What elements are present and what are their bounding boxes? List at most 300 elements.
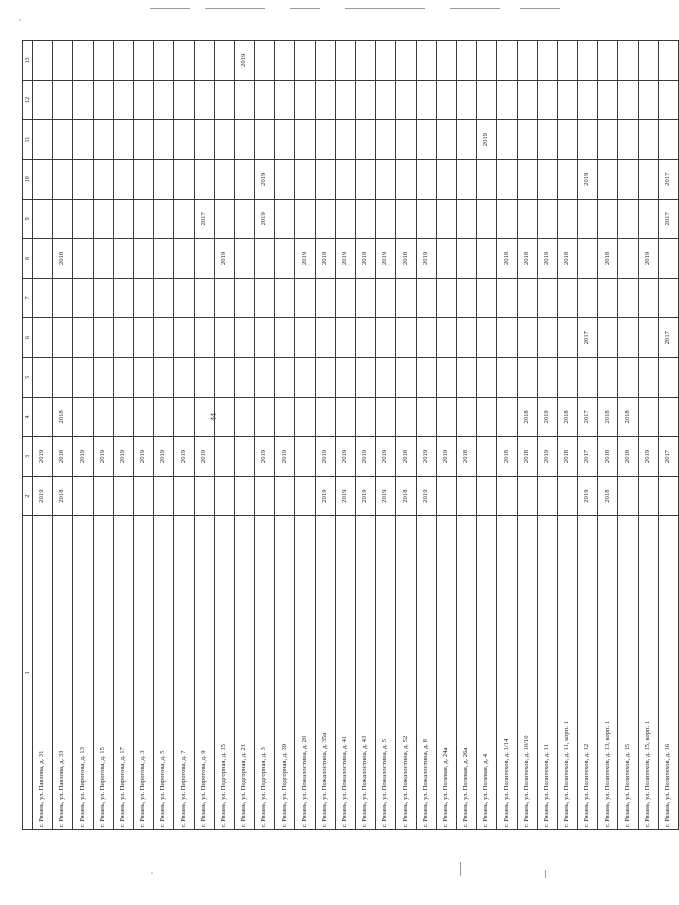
year-cell xyxy=(658,41,678,81)
address-cell: г. Рязань, ул. Полевая, д. 4 xyxy=(477,516,497,830)
address-cell: г. Рязань, ул. Пожалостина, д. 43 xyxy=(356,516,376,830)
year-cell xyxy=(396,120,416,160)
year-cell xyxy=(416,199,436,239)
table-row xyxy=(396,41,416,830)
address-cell: г. Рязань, ул. Политехов, д. 15 xyxy=(618,516,638,830)
column-header: 8 xyxy=(23,239,33,279)
year-cell xyxy=(315,318,335,358)
column-header: 1 xyxy=(23,516,33,830)
table-row xyxy=(638,41,658,830)
year-cell: 2019 xyxy=(315,239,335,279)
page-number: 44 xyxy=(209,413,218,421)
year-cell xyxy=(93,318,113,358)
address-cell: г. Рязань, ул. Пирогова, д. 13 xyxy=(73,516,93,830)
year-cell xyxy=(335,41,355,81)
year-cell: 2019 xyxy=(113,437,133,477)
year-cell xyxy=(174,476,194,516)
year-cell xyxy=(436,120,456,160)
year-cell xyxy=(154,159,174,199)
year-cell xyxy=(497,278,517,318)
year-cell xyxy=(295,357,315,397)
year-cell xyxy=(315,199,335,239)
year-cell xyxy=(537,199,557,239)
year-cell xyxy=(598,318,618,358)
year-cell xyxy=(174,80,194,120)
year-cell xyxy=(618,318,638,358)
year-cell xyxy=(93,239,113,279)
year-cell: 2018 xyxy=(557,239,577,279)
year-cell xyxy=(456,159,476,199)
year-cell xyxy=(33,278,53,318)
year-cell xyxy=(53,199,73,239)
year-cell xyxy=(497,318,517,358)
table-row xyxy=(517,41,537,830)
year-cell xyxy=(618,278,638,318)
year-cell xyxy=(517,120,537,160)
year-cell xyxy=(234,318,254,358)
year-cell xyxy=(456,120,476,160)
year-cell xyxy=(214,159,234,199)
table-row xyxy=(255,41,275,830)
table-row xyxy=(356,41,376,830)
year-cell xyxy=(638,159,658,199)
address-cell: г. Рязань, ул. Пирогова, д. 9 xyxy=(194,516,214,830)
table-row xyxy=(275,41,295,830)
year-cell xyxy=(456,278,476,318)
year-cell xyxy=(113,476,133,516)
year-cell xyxy=(557,357,577,397)
year-cell xyxy=(295,397,315,437)
year-cell xyxy=(73,239,93,279)
year-cell xyxy=(356,397,376,437)
year-cell xyxy=(194,239,214,279)
address-cell: г. Рязань, ул. Политехов, д. 15, корп. 1 xyxy=(638,516,658,830)
year-cell xyxy=(33,120,53,160)
year-cell xyxy=(517,357,537,397)
year-cell: 2018 xyxy=(517,397,537,437)
year-cell xyxy=(93,159,113,199)
year-cell: 2017 xyxy=(658,437,678,477)
year-cell xyxy=(73,318,93,358)
year-cell xyxy=(73,80,93,120)
year-cell xyxy=(456,476,476,516)
year-cell xyxy=(154,357,174,397)
year-cell xyxy=(93,80,113,120)
table-row xyxy=(93,41,113,830)
year-cell xyxy=(396,159,416,199)
year-cell xyxy=(295,199,315,239)
year-cell: 2017 xyxy=(658,318,678,358)
year-cell xyxy=(234,199,254,239)
year-cell xyxy=(154,239,174,279)
year-cell xyxy=(356,41,376,81)
table-row xyxy=(497,41,517,830)
address-cell: г. Рязань, ул. Политехов, д. 1/14 xyxy=(497,516,517,830)
year-cell xyxy=(113,120,133,160)
year-cell xyxy=(133,278,153,318)
year-cell xyxy=(618,80,638,120)
year-cell xyxy=(33,318,53,358)
year-cell: 2019 xyxy=(33,437,53,477)
year-cell xyxy=(497,397,517,437)
year-cell xyxy=(557,159,577,199)
year-cell xyxy=(598,120,618,160)
year-cell xyxy=(396,397,416,437)
year-cell xyxy=(335,318,355,358)
year-cell xyxy=(376,397,396,437)
year-cell xyxy=(537,357,557,397)
year-cell xyxy=(33,199,53,239)
table-row xyxy=(537,41,557,830)
year-cell xyxy=(436,397,456,437)
year-cell xyxy=(436,239,456,279)
year-cell xyxy=(335,397,355,437)
year-cell xyxy=(295,318,315,358)
year-cell xyxy=(477,318,497,358)
table-row xyxy=(416,41,436,830)
table-row xyxy=(436,41,456,830)
year-cell xyxy=(638,476,658,516)
year-cell: 2018 xyxy=(517,437,537,477)
year-cell xyxy=(376,278,396,318)
year-cell xyxy=(557,80,577,120)
year-cell xyxy=(33,239,53,279)
year-cell: 2019 xyxy=(335,476,355,516)
year-cell: 2019 xyxy=(376,476,396,516)
year-cell xyxy=(335,159,355,199)
year-cell xyxy=(73,278,93,318)
year-cell xyxy=(234,239,254,279)
year-cell xyxy=(73,159,93,199)
year-cell xyxy=(275,41,295,81)
table-row xyxy=(33,41,53,830)
year-cell xyxy=(416,397,436,437)
year-cell xyxy=(578,278,598,318)
year-cell xyxy=(154,120,174,160)
year-cell xyxy=(93,199,113,239)
year-cell xyxy=(517,80,537,120)
year-cell xyxy=(517,476,537,516)
address-cell: г. Рязань, ул. Павлова, д. 31 xyxy=(33,516,53,830)
year-cell xyxy=(113,41,133,81)
column-header: 6 xyxy=(23,318,33,358)
year-cell xyxy=(477,397,497,437)
year-cell xyxy=(517,278,537,318)
address-cell: г. Рязань, ул. Пирогова, д. 7 xyxy=(174,516,194,830)
year-cell xyxy=(436,199,456,239)
year-cell xyxy=(618,120,638,160)
year-cell xyxy=(174,120,194,160)
year-cell xyxy=(658,278,678,318)
year-cell xyxy=(416,278,436,318)
year-cell xyxy=(255,80,275,120)
year-cell xyxy=(658,397,678,437)
year-cell xyxy=(315,397,335,437)
year-cell xyxy=(255,476,275,516)
year-cell xyxy=(557,278,577,318)
year-cell xyxy=(113,80,133,120)
year-cell: 2019 xyxy=(537,437,557,477)
year-cell xyxy=(578,120,598,160)
column-header: 2 xyxy=(23,476,33,516)
year-cell xyxy=(477,278,497,318)
year-cell: 2019 xyxy=(255,159,275,199)
year-cell xyxy=(638,199,658,239)
table-row xyxy=(376,41,396,830)
table-row xyxy=(113,41,133,830)
year-cell: 2019 xyxy=(93,437,113,477)
year-cell xyxy=(335,199,355,239)
year-cell xyxy=(113,239,133,279)
year-cell xyxy=(618,41,638,81)
year-cell xyxy=(133,199,153,239)
year-cell xyxy=(93,397,113,437)
year-cell xyxy=(537,159,557,199)
address-cell: г. Рязань, ул. Политехов, д. 10/10 xyxy=(517,516,537,830)
address-cell: г. Рязань, ул. Пожалостина, д. 35а xyxy=(315,516,335,830)
year-cell xyxy=(275,80,295,120)
year-cell xyxy=(73,199,93,239)
year-cell xyxy=(53,318,73,358)
year-cell: 2018 xyxy=(598,476,618,516)
year-cell: 2018 xyxy=(557,397,577,437)
year-cell xyxy=(456,199,476,239)
year-cell xyxy=(557,476,577,516)
year-cell xyxy=(154,318,174,358)
year-cell xyxy=(214,80,234,120)
table-row xyxy=(133,41,153,830)
year-cell: 2019 xyxy=(133,437,153,477)
year-cell xyxy=(275,357,295,397)
year-cell: 2017 xyxy=(658,199,678,239)
year-cell xyxy=(618,199,638,239)
year-cell xyxy=(154,397,174,437)
year-cell xyxy=(133,397,153,437)
year-cell: 2017 xyxy=(578,437,598,477)
table-row xyxy=(557,41,577,830)
year-cell xyxy=(638,80,658,120)
year-cell xyxy=(214,120,234,160)
year-cell xyxy=(234,476,254,516)
year-cell xyxy=(255,239,275,279)
year-cell xyxy=(113,397,133,437)
year-cell xyxy=(537,476,557,516)
year-cell xyxy=(73,41,93,81)
table-row xyxy=(578,41,598,830)
year-cell: 2019 xyxy=(33,476,53,516)
year-cell xyxy=(174,199,194,239)
year-cell xyxy=(618,476,638,516)
year-cell xyxy=(194,318,214,358)
year-cell xyxy=(356,318,376,358)
year-cell: 2017 xyxy=(578,318,598,358)
year-cell: 2019 xyxy=(376,437,396,477)
year-cell xyxy=(53,80,73,120)
table-row xyxy=(295,41,315,830)
year-cell xyxy=(578,357,598,397)
column-header: 11 xyxy=(23,120,33,160)
year-cell xyxy=(214,476,234,516)
address-cell: г. Рязань, ул. Пирогова, д. 17 xyxy=(113,516,133,830)
year-cell xyxy=(194,357,214,397)
year-cell xyxy=(356,199,376,239)
year-cell xyxy=(497,199,517,239)
year-cell xyxy=(154,41,174,81)
year-cell: 2017 xyxy=(194,199,214,239)
year-cell xyxy=(214,318,234,358)
year-cell xyxy=(477,476,497,516)
year-cell xyxy=(255,318,275,358)
year-cell xyxy=(456,397,476,437)
address-cell: г. Рязань, ул. Политехов, д. 12 xyxy=(578,516,598,830)
year-cell xyxy=(133,239,153,279)
year-cell xyxy=(416,120,436,160)
year-cell: 2017 xyxy=(658,159,678,199)
year-cell xyxy=(174,357,194,397)
year-cell: 2018 xyxy=(618,437,638,477)
year-cell xyxy=(53,41,73,81)
year-cell: 2019 xyxy=(234,41,254,81)
year-cell: 2018 xyxy=(598,397,618,437)
year-cell xyxy=(436,357,456,397)
year-cell xyxy=(194,397,214,437)
year-cell xyxy=(275,199,295,239)
year-cell xyxy=(275,397,295,437)
year-cell xyxy=(53,120,73,160)
year-cell: 2019 xyxy=(356,476,376,516)
address-cell: г. Рязань, ул. Подгорная, д. 3 xyxy=(255,516,275,830)
year-cell xyxy=(295,159,315,199)
year-cell xyxy=(234,159,254,199)
address-cell: г. Рязань, ул. Подгорная, д. 15 xyxy=(214,516,234,830)
year-cell xyxy=(295,80,315,120)
year-cell xyxy=(214,397,234,437)
year-cell xyxy=(497,120,517,160)
year-cell xyxy=(477,159,497,199)
year-cell xyxy=(335,357,355,397)
year-cell xyxy=(53,357,73,397)
address-cell: г. Рязань, ул. Пожалостина, д. 52 xyxy=(396,516,416,830)
year-cell xyxy=(356,120,376,160)
year-cell: 2019 xyxy=(537,239,557,279)
column-header: 3 xyxy=(23,437,33,477)
address-cell: г. Рязань, ул. Пирогова, д. 3 xyxy=(133,516,153,830)
year-cell xyxy=(416,80,436,120)
table-row xyxy=(618,41,638,830)
year-cell xyxy=(376,80,396,120)
year-cell xyxy=(133,476,153,516)
year-cell xyxy=(638,41,658,81)
year-cell: 2018 xyxy=(618,397,638,437)
year-cell xyxy=(356,278,376,318)
table-row xyxy=(315,41,335,830)
year-cell: 2019 xyxy=(335,239,355,279)
year-cell xyxy=(456,239,476,279)
year-cell xyxy=(598,357,618,397)
year-cell xyxy=(93,357,113,397)
year-cell xyxy=(315,41,335,81)
year-cell xyxy=(275,239,295,279)
address-cell: г. Рязань, ул. Полевая, д. 26а xyxy=(456,516,476,830)
year-cell xyxy=(456,80,476,120)
table-row xyxy=(234,41,254,830)
year-cell: 2019 xyxy=(315,437,335,477)
year-cell xyxy=(436,278,456,318)
address-cell: г. Рязань, ул. Пожалостина, д. 5 xyxy=(376,516,396,830)
year-cell xyxy=(133,80,153,120)
year-cell: 2019 xyxy=(335,437,355,477)
year-cell xyxy=(477,199,497,239)
year-cell: 2019 xyxy=(315,476,335,516)
year-cell xyxy=(234,357,254,397)
year-cell xyxy=(396,318,416,358)
year-cell: 2019 xyxy=(73,437,93,477)
year-cell xyxy=(658,120,678,160)
year-cell xyxy=(638,278,658,318)
year-cell: 2018 xyxy=(53,476,73,516)
year-cell xyxy=(275,159,295,199)
year-cell xyxy=(255,278,275,318)
address-cell: г. Рязань, ул. Пожалостина, д. 41 xyxy=(335,516,355,830)
year-cell xyxy=(255,397,275,437)
year-cell xyxy=(113,318,133,358)
year-cell: 2017 xyxy=(578,397,598,437)
year-cell xyxy=(658,239,678,279)
year-cell xyxy=(456,357,476,397)
year-cell xyxy=(578,80,598,120)
table-body xyxy=(33,41,679,830)
year-cell: 2019 xyxy=(275,437,295,477)
year-cell xyxy=(234,80,254,120)
year-cell: 2019 xyxy=(356,437,376,477)
year-cell xyxy=(174,278,194,318)
year-cell xyxy=(93,120,113,160)
table-row xyxy=(194,41,214,830)
year-cell xyxy=(53,278,73,318)
year-cell xyxy=(174,239,194,279)
year-cell xyxy=(497,80,517,120)
year-cell xyxy=(557,318,577,358)
year-cell xyxy=(33,397,53,437)
year-cell xyxy=(638,397,658,437)
year-cell xyxy=(255,41,275,81)
year-cell xyxy=(295,41,315,81)
year-cell xyxy=(133,120,153,160)
year-cell xyxy=(194,476,214,516)
year-cell xyxy=(578,239,598,279)
year-cell xyxy=(557,120,577,160)
year-cell xyxy=(497,357,517,397)
column-header: 10 xyxy=(23,159,33,199)
year-cell xyxy=(578,41,598,81)
year-cell xyxy=(33,41,53,81)
year-cell xyxy=(295,476,315,516)
year-cell: 2018 xyxy=(396,437,416,477)
year-cell xyxy=(154,80,174,120)
year-cell xyxy=(113,278,133,318)
year-cell xyxy=(638,120,658,160)
year-cell xyxy=(53,159,73,199)
year-cell xyxy=(113,357,133,397)
year-cell: 2018 xyxy=(557,437,577,477)
address-cell: г. Рязань, ул. Подгорная, д. 21 xyxy=(234,516,254,830)
year-cell xyxy=(194,80,214,120)
year-cell xyxy=(255,120,275,160)
year-cell xyxy=(416,357,436,397)
column-header: 5 xyxy=(23,357,33,397)
year-cell xyxy=(618,159,638,199)
table-container xyxy=(22,40,672,830)
